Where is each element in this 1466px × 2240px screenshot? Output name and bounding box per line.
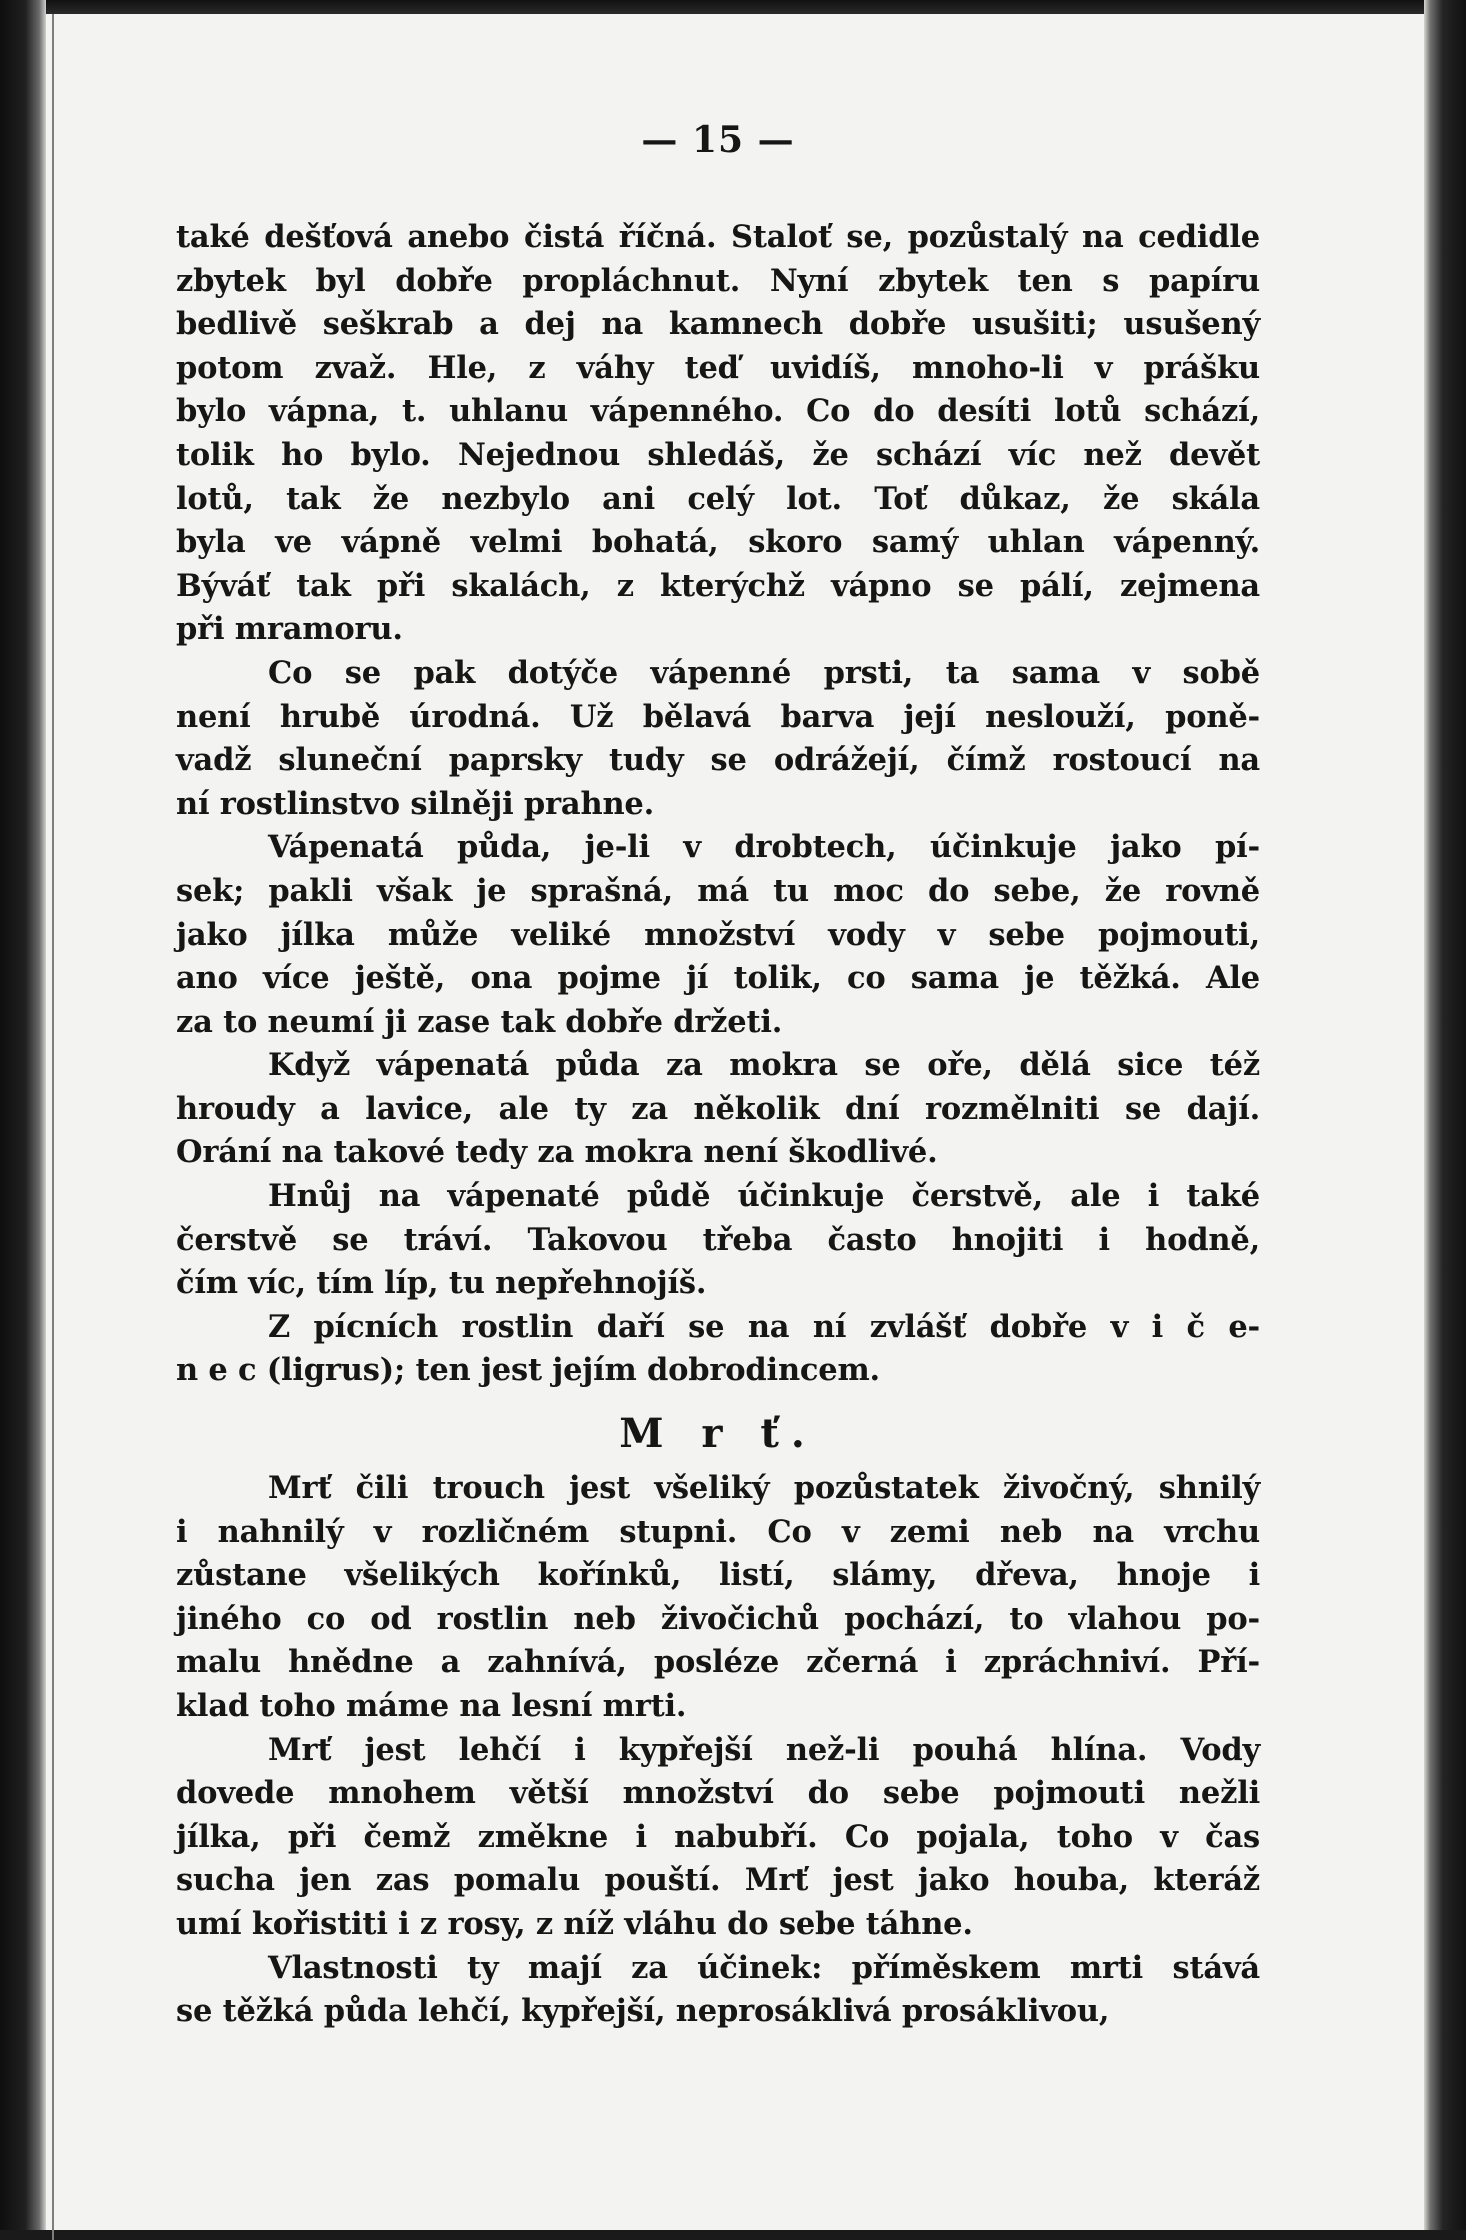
text-line: Býváť tak při skalách, z kterýchž vápno se pálí, zejmena: [176, 567, 1260, 604]
text-line: zbytek byl dobře propláchnut. Nyní zbytek ten s papíru: [176, 262, 1260, 299]
text-line: dovede mnohem větší množství do sebe pojmouti nežli: [176, 1775, 1260, 1812]
text-line: Mrť čili trouch jest všeliký pozůstatek živočný, shnilý: [268, 1470, 1260, 1507]
paragraph: [176, 216, 1260, 652]
text-line: za to neumí ji zase tak dobře držeti.: [176, 1003, 783, 1040]
text-line: i nahnilý v rozličném stupni. Co v zemi neb na vrchu: [176, 1513, 1260, 1550]
paragraph: [176, 826, 1260, 1044]
book-page: [176, 112, 1260, 2034]
text-line: potom zvaž. Hle, z váhy teď uvidíš, mnoho-li v prášku: [176, 349, 1260, 386]
paragraph: [176, 1947, 1260, 2034]
text-line: umí kořistiti i z rosy, z níž vláhu do sebe táhne.: [176, 1905, 973, 1942]
scan-border-bottom: [0, 2230, 1466, 2240]
text-line: vadž sluneční paprsky tudy se odrážejí, čímž rostoucí na: [176, 742, 1260, 779]
text-line: ano více ještě, ona pojme jí tolik, co sama je těžká. Ale: [176, 960, 1260, 997]
text-line: Co se pak dotýče vápenné prsti, ta sama v sobě: [268, 654, 1260, 691]
text-line: Vápenatá půda, je-li v drobtech, účinkuje jako pí-: [268, 829, 1260, 866]
text-line: n e c (ligrus); ten jest jejím dobrodincem.: [176, 1352, 880, 1389]
scan-border-top: [0, 0, 1466, 14]
text-line: čerstvě se tráví. Takovou třeba často hnojiti i hodně,: [176, 1221, 1260, 1258]
text-line: Orání na takové tedy za mokra není škodlivé.: [176, 1134, 938, 1171]
text-line: malu hnědne a zahnívá, posléze zčerná i zpráchniví. Pří-: [176, 1644, 1260, 1681]
text-line: Hnůj na vápenaté půdě účinkuje čerstvě, ale i také: [268, 1178, 1260, 1215]
text-line: tolik ho bylo. Nejednou shledáš, že schází víc než devět: [176, 436, 1260, 473]
scan-border-right: [1424, 0, 1466, 2240]
text-line: jako jílka může veliké množství vody v sebe pojmouti,: [176, 916, 1260, 953]
text-line: při mramoru.: [176, 611, 403, 648]
scan-border-left: [0, 0, 46, 2240]
paragraph: [176, 652, 1260, 826]
text-line: Vlastnosti ty mají za účinek: příměskem mrti stává: [268, 1949, 1260, 1986]
text-line: také dešťová anebo čistá říčná. Staloť se, pozůstalý na cedidle: [176, 219, 1260, 255]
text-line: ní rostlinstvo silněji prahne.: [176, 785, 655, 822]
text-line: není hrubě úrodná. Už bělavá barva její neslouží, poně-: [176, 698, 1260, 735]
text-line: byla ve vápně velmi bohatá, skoro samý uhlan vápenný.: [176, 524, 1260, 561]
text-line: Z pícních rostlin daří se na ní zvlášť dobře v i č e-: [268, 1308, 1260, 1345]
text-line: zůstane všelikých kořínků, listí, slámy, dřeva, hnoje i: [176, 1557, 1260, 1594]
text-line: bedlivě seškrab a dej na kamnech dobře usušiti; usušený: [176, 306, 1260, 343]
text-line: sek; pakli však je sprašná, má tu moc do sebe, že rovně: [176, 872, 1260, 909]
paragraph: [176, 1467, 1260, 1729]
binding-edge-line: [52, 14, 54, 2240]
text-line: jiného co od rostlin neb živočichů pochází, to vlahou po-: [176, 1600, 1260, 1637]
text-line: jílka, při čemž změkne i nabubří. Co pojala, toho v čas: [176, 1818, 1260, 1855]
text-block-bottom: [176, 1467, 1260, 2034]
text-line: bylo vápna, t. uhlanu vápenného. Co do desíti lotů schází,: [176, 393, 1260, 430]
page-number: — 15 —: [641, 119, 795, 161]
text-line: Mrť jest lehčí i kypřejší než-li pouhá hlína. Vody: [268, 1731, 1260, 1768]
text-line: se těžká půda lehčí, kypřejší, neprosáklivá prosáklivou,: [176, 1993, 1110, 2030]
paragraph: [176, 1044, 1260, 1175]
text-block-top: [176, 216, 1260, 1393]
text-line: klad toho máme na lesní mrti.: [176, 1688, 687, 1724]
text-line: čím víc, tím líp, tu nepřehnojíš.: [176, 1265, 707, 1302]
paragraph: [176, 1729, 1260, 1947]
section-heading: M r ť.: [619, 1410, 817, 1458]
text-line: Když vápenatá půda za mokra se oře, dělá sice též: [268, 1047, 1260, 1084]
text-line: lotů, tak že nezbylo ani celý lot. Toť důkaz, že skála: [176, 480, 1260, 517]
paragraph: [176, 1175, 1260, 1306]
text-line: hroudy a lavice, ale ty za několik dní rozmělniti se dají.: [176, 1090, 1260, 1127]
paragraph: [176, 1306, 1260, 1393]
text-line: sucha jen zas pomalu pouští. Mrť jest jako houba, kteráž: [176, 1862, 1260, 1899]
